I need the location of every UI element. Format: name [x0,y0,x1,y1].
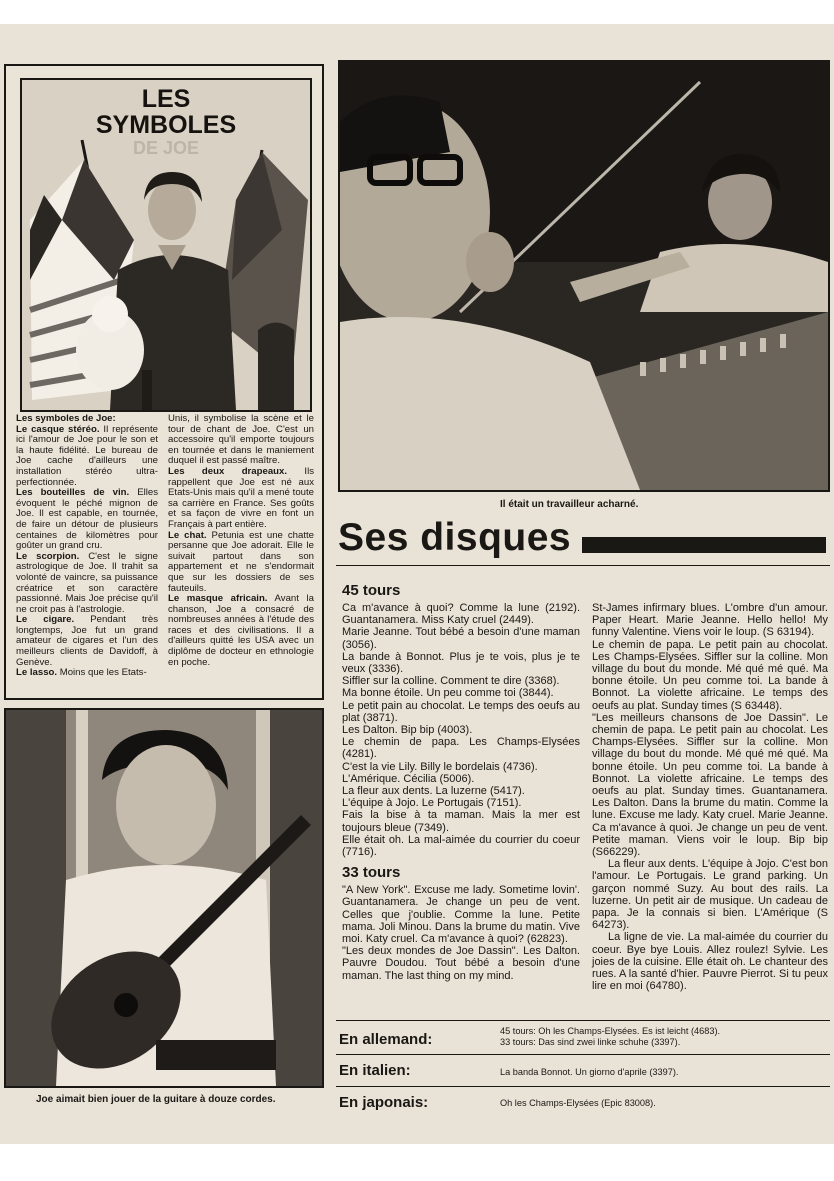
disc-entry: Siffler sur la colline. Comment te dire (3368). [342,675,560,688]
symbols-p: Le cigare. Pendant très longtemps, Joe fut un grand amateur de cigares et l'un des meilleurs clients de Davidoff, à Genève. [16,614,158,668]
disc-entry: Elle était oh. La mal-aimée du courrier du coeur (7716). [342,833,580,859]
disc-entry: St-James infirmary blues. L'ombre d'un amour. Paper Heart. Marie Jeanne. Hello hello! My funny Valentine. Viens voir le loup. (S 63194). [592,602,828,639]
studio-caption: Il était un travailleur acharné. [500,499,639,510]
lang-value: La banda Bonnot. Un giorno d'aprile (3397). [500,1067,679,1077]
disc-entry: "A New York". Excuse me lady. Sometime lovin'. Guantanamera. Je change un peu de vent. Celles que j'oublie. Comme la lune. Petite mama. Joli Minou. Dans la brume du matin. Vive moi. Katy cruel. Ca m'avance à quoi? (62823). [342,884,580,946]
poster-title-line2: SYMBOLES [95,111,237,139]
poster-title-line3: DE JOE [132,138,200,158]
symbols-p: Les deux drapeaux. Ils rappellent que Joe est né aux Etats-Unis mais qu'il a mené toute sa carrière en France. Ses goûts et sa façon de vivre en font un Français à part entière. [168,465,314,530]
disc-entry: L'Amérique. Cécilia (5006). [342,772,475,785]
symbols-p: Unis, il symbolise la scène et le tour de chant de Joe. C'est un accessoire qu'il emporte toujours en tournée et dans le maniement duquel il est passé maître. [168,413,314,467]
guitar-photo-image [6,710,322,1086]
disc-entry: "Les meilleurs chansons de Joe Dassin". Le chemin de papa. Le petit pain au chocolat. Les Champs-Elysées. Siffler sur la colline. Mon village du bout du monde. Mé qué mé qué. Ma bonne étoile. Un peu comme toi. La bande à Bonnot. La violette africaine. Le temps des oeufs au plat. Sunday times. Guantanamera. Les Dalton. Dans la brume du matin. Comme la lune. Excuse me lady. Katy cruel. Marie Jeanne. Ca m'avance à quoi. Je change un peu de vent. Petite maman. Viens voir le loup. Bip bip (S66229). [592,711,828,859]
disc-entry: Ca m'avance à quoi? Comme la lune (2192). Guantanamera. Miss Katy cruel (2449). [342,602,580,627]
lang-label: En allemand: [339,1031,433,1048]
disc-entry: La bande à Bonnot. Plus je te vois, plus je te veux (3336). [342,650,580,676]
lang-label: En japonais: [339,1094,429,1111]
disc-entry: Les Dalton. Bip bip (4003). [342,724,473,737]
lang-row-german [336,1020,830,1055]
symbols-article-box [4,64,324,700]
heading-rule [336,565,830,566]
lang-value: 45 tours: Oh les Champs-Elysées. Es ist leicht (4683). 33 tours: Das sind zwei linke schuhe (3397). [500,1026,721,1047]
disc-entry: La fleur aux dents. L'équipe à Jojo. C'est bon l'amour. Le Portugais. Le grand parking. Un garçon nommé Suzy. Au bout des rails. La luzerne. Un petit air de musique. Un cadeau de papa. Je la connais si bien. L'Amérique (S 64273). [592,858,828,932]
symbols-p: Le casque stéréo. Il représente ici l'amour de Joe pour le son et la haute fidélité. Le bureau de Joe cache d'ailleurs une installation stéréo ultra-perfectionnée. [16,423,158,488]
lang-row-italian [336,1054,830,1087]
section-33-title: 33 tours [342,864,401,882]
symbols-p: Le lasso. Moins que les Etats- [16,667,147,679]
wine-bottle-icon [142,370,152,410]
symbols-text-col2 [168,414,314,668]
disc-entry: La fleur aux dents. La luzerne (5417). [342,785,525,798]
studio-photo-image [340,62,828,490]
disc-entry: L'équipe à Jojo. Le Portugais (7151). [342,797,522,810]
guitar-caption: Joe aimait bien jouer de la guitare à douze cordes. [36,1094,276,1105]
poster-photo [20,78,312,412]
disc-entry: C'est la vie Lily. Billy le bordelais (4736). [342,760,538,773]
discs-col-left [342,582,580,982]
disc-entry: Le chemin de papa. Le petit pain au chocolat. Les Champs-Elysées. Siffler sur la colline. Mon village du bout du monde. Mé qué mé qué. Ma bonne étoile. Un peu comme toi. La bande à Bonnot. La violette africaine. Le temps des oeufs au plat. Sunday times (S 63448). [592,638,828,712]
symbols-p: Le masque africain. Avant la chanson, Joe a consacré de nombreuses années à l'étude des races et des civilisations. Il a d'ailleurs quitté les USA avec un diplôme de docteur en ethnologie en poche. [168,593,314,668]
disc-entry: Fais la bise à ta maman. Mais la mer est toujours bleue (7349). [342,809,580,834]
studio-photo [338,60,830,492]
section-45-list [342,602,580,858]
lang-row-japanese [336,1086,830,1117]
magazine-page [0,24,834,1144]
disc-entry: Ma bonne étoile. Un peu comme toi (3844). [342,687,554,700]
poster-title [22,86,310,158]
disc-entry: La ligne de vie. La mal-aimée du courrier du coeur. Bye bye Louis. Allez roulez! Sylvie. Les joies de la cuisine. Elle était oh. Le chanteur des rues. A la santé d'hier. Pauvre Pierrot. Si tu peux lire en moi (64780). [592,931,828,993]
symbols-text-col1 [16,414,158,679]
discs-col-right [592,602,828,993]
poster-title-line1: LES [141,85,191,113]
symbols-p: Les bouteilles de vin. Elles évoquent le péché mignon de Joe. Il est capable, en tournée, de faire un détour de plusieurs centaines de kilomètres pour goûter un grand cru. [16,487,158,552]
symbols-p: Le scorpion. C'est le signe astrologique de Joe. Il trahit sa volonté de vaincre, sa puissance créatrice et son caractère passionné. Mais Joe précise qu'il ne croit pas à l'astrologie. [16,550,158,615]
discs-heading: Ses disques [338,516,572,559]
symbols-p: Le chat. Petunia est une chatte persanne que Joe adorait. Elle le suivait partout dans son appartement et ne s'endormait que sur les dossiers de ses fauteuils. [168,529,314,594]
heading-bar [582,537,826,553]
african-mask-icon [258,323,294,411]
section-45-title: 45 tours [342,582,401,599]
disc-entry: "Les deux mondes de Joe Dassin". Les Dalton. Pauvre Doudou. Tout bébé a besoin d'une maman. The last thing on my mind. [342,945,580,982]
lang-label: En italien: [339,1062,411,1079]
symbols-p: Les symboles de Joe: [16,413,116,424]
disc-entry: Marie Jeanne. Tout bébé a besoin d'une maman (3056). [342,626,580,651]
lang-value: Oh les Champs-Elysées (Epic 83008). [500,1098,656,1108]
section-33-list [342,884,580,982]
guitar-photo [4,708,324,1088]
disc-entry: Le petit pain au chocolat. Le temps des oeufs au plat (3871). [342,699,580,724]
disc-entry: Le chemin de papa. Les Champs-Elysées (4281). [342,736,580,761]
